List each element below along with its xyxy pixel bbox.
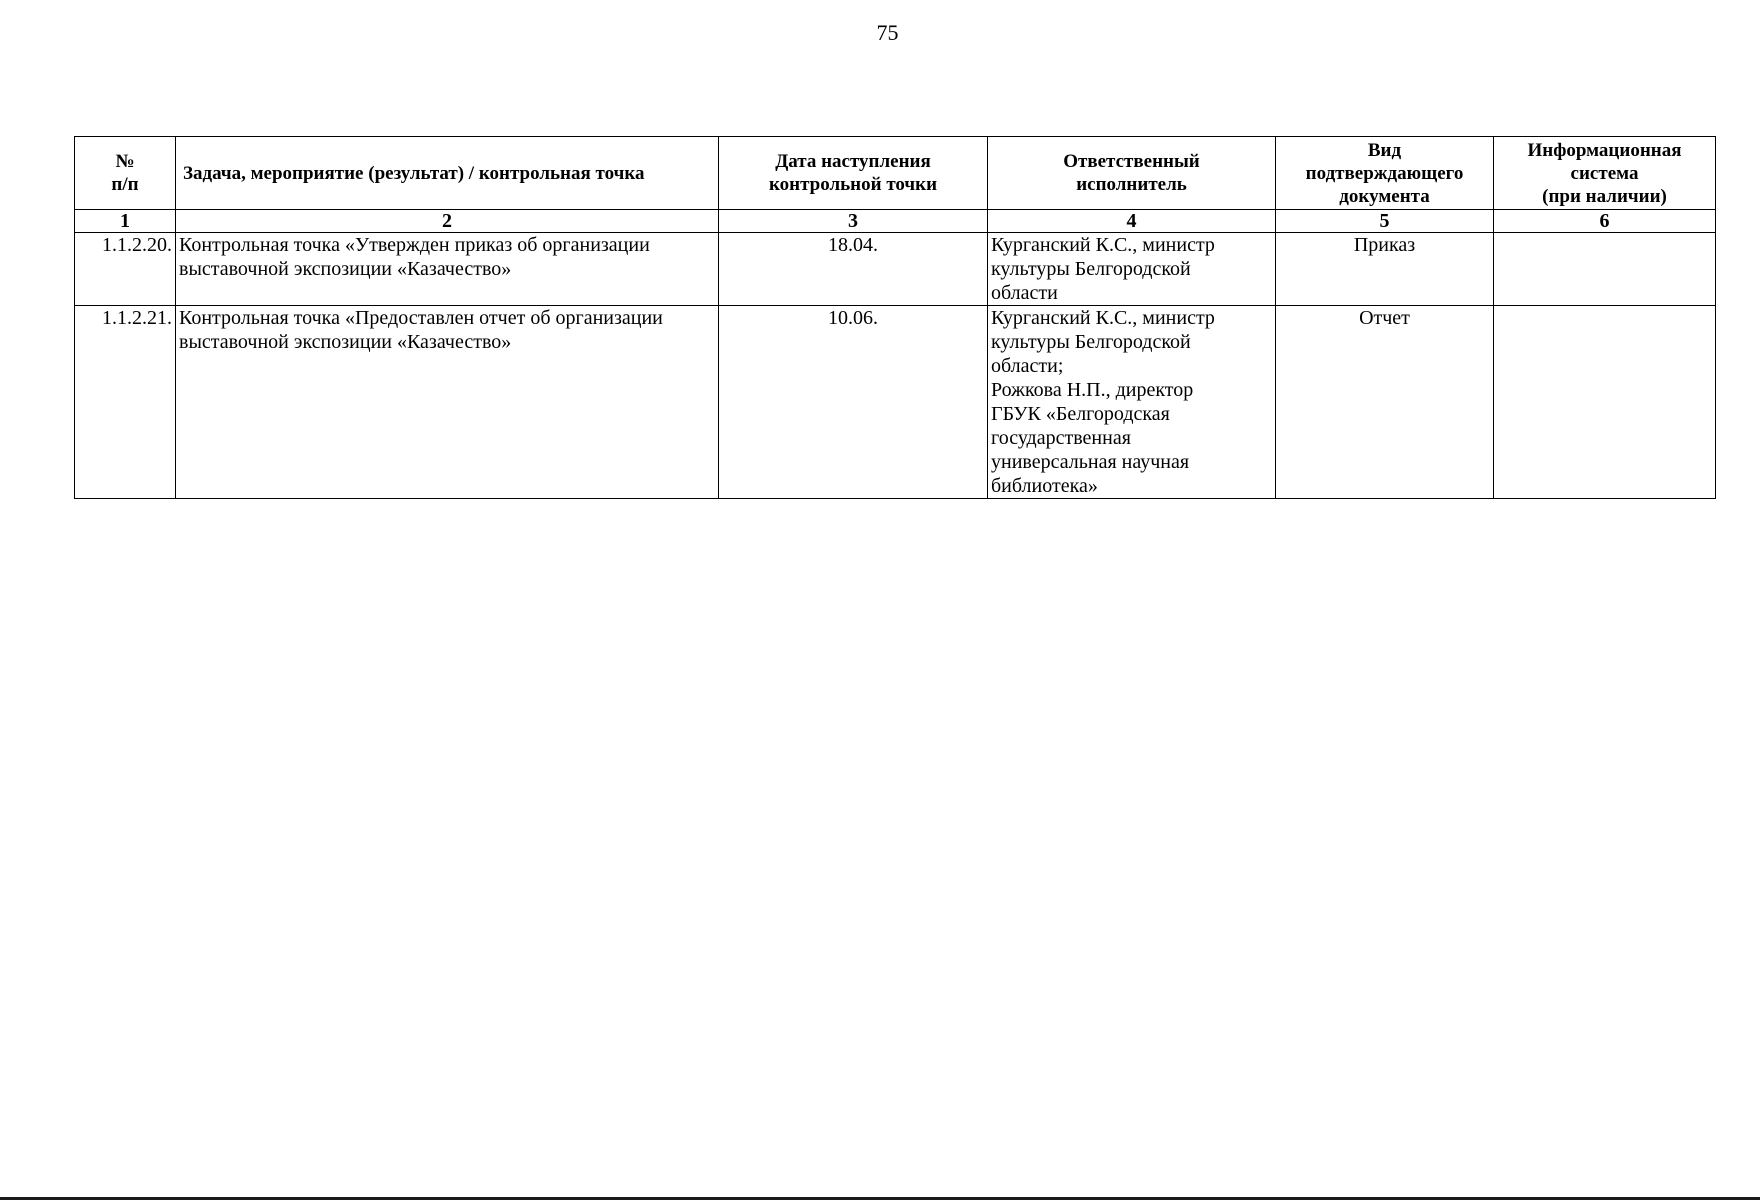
row-date: 18.04. (719, 233, 988, 306)
column-number: 6 (1494, 210, 1716, 233)
row-task: Контрольная точка «Предоставлен отчет об организации выставочной экспозиции «Казачество» (176, 306, 719, 499)
column-number: 5 (1276, 210, 1494, 233)
column-number: 3 (719, 210, 988, 233)
header-responsible: Ответственный исполнитель (988, 137, 1276, 210)
header-date: Дата наступления контрольной точки (719, 137, 988, 210)
row-info-system (1494, 233, 1716, 306)
row-doc-type: Приказ (1276, 233, 1494, 306)
control-points-table (74, 136, 1716, 499)
header-row (75, 137, 1716, 210)
table-row (75, 306, 1716, 499)
row-task: Контрольная точка «Утвержден приказ об организации выставочной экспозиции «Казачество» (176, 233, 719, 306)
page-number: 75 (876, 20, 899, 45)
header-doc-type: Вид подтверждающего документа (1276, 137, 1494, 210)
row-doc-type: Отчет (1276, 306, 1494, 499)
row-number: 1.1.2.20. (75, 233, 176, 306)
row-responsible: Курганский К.С., министр культуры Белгородской области; Рожкова Н.П., директор ГБУК «Белгородская государственная универсальная научная библиотека» (988, 306, 1276, 499)
column-number-row (75, 210, 1716, 233)
column-number: 4 (988, 210, 1276, 233)
header-task: Задача, мероприятие (результат) / контрольная точка (176, 137, 719, 210)
header-info-system: Информационная система (при наличии) (1494, 137, 1716, 210)
column-number: 2 (176, 210, 719, 233)
row-date: 10.06. (719, 306, 988, 499)
row-responsible: Курганский К.С., министр культуры Белгородской области (988, 233, 1276, 306)
row-number: 1.1.2.21. (75, 306, 176, 499)
header-num: № п/п (75, 137, 176, 210)
row-info-system (1494, 306, 1716, 499)
column-number: 1 (75, 210, 176, 233)
table-row (75, 233, 1716, 306)
